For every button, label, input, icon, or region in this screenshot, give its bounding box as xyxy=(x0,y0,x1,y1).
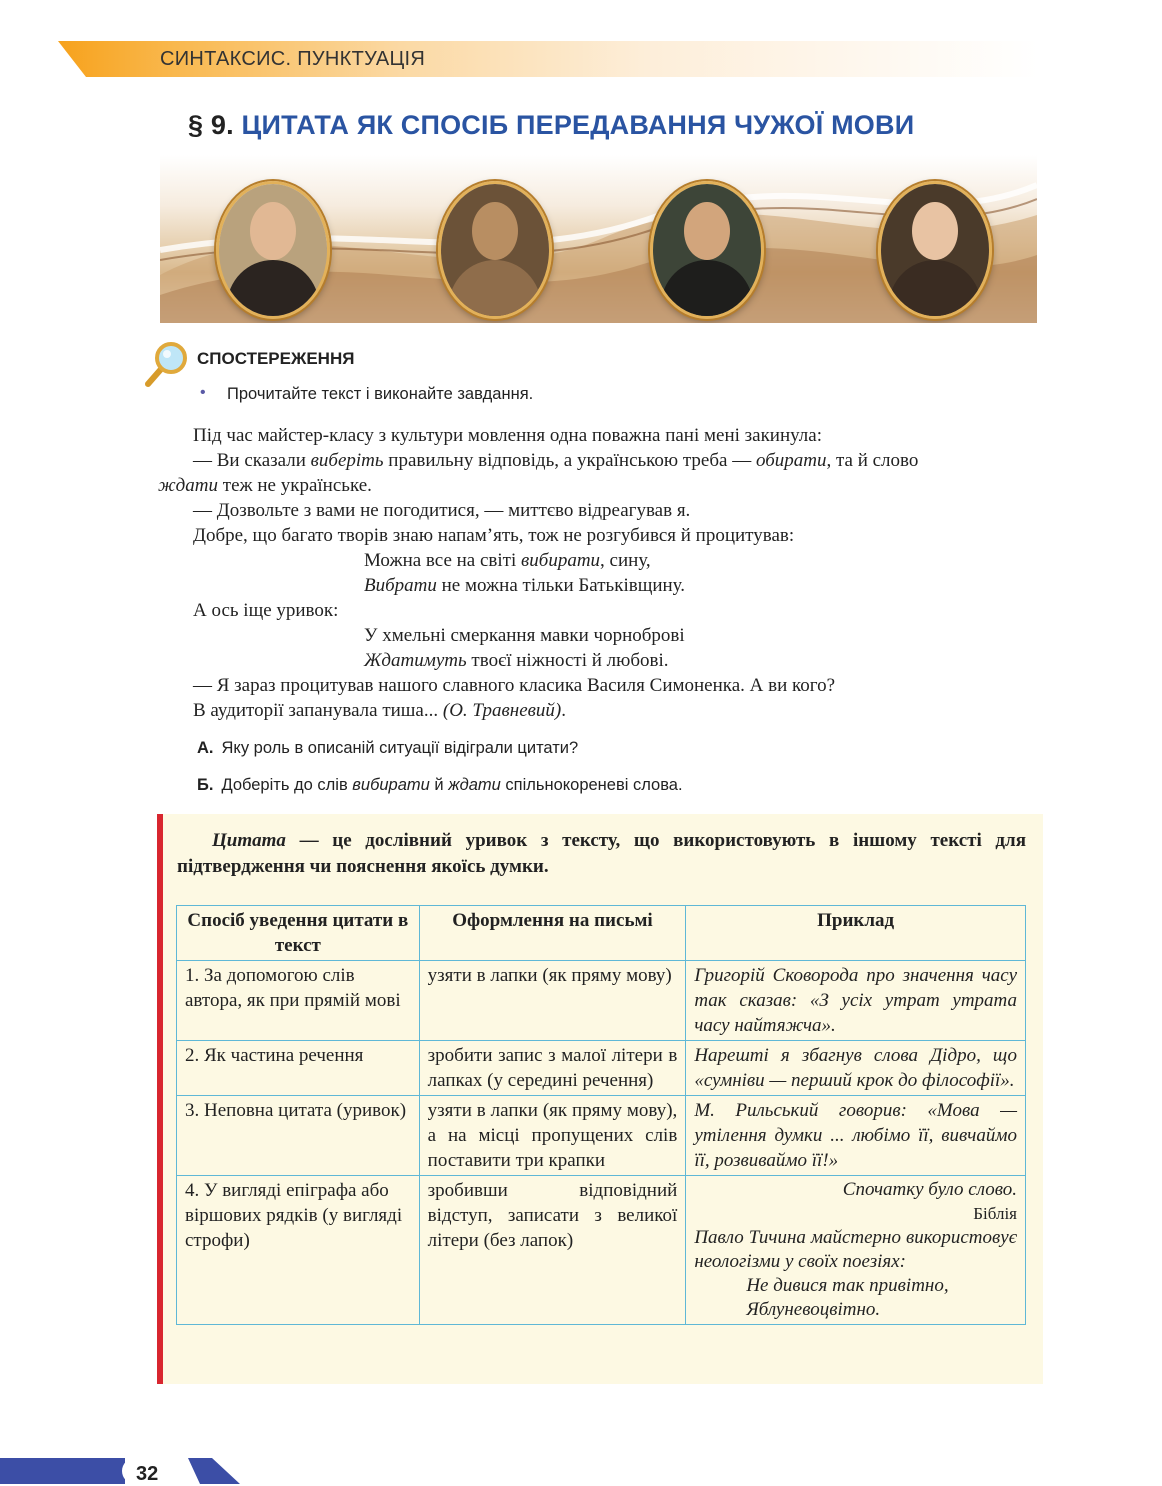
page-title xyxy=(188,110,914,141)
story-text xyxy=(158,423,1038,723)
verse-line: Яблуневоцвітно. xyxy=(746,1299,881,1320)
example-text: Павло Тичина майстерно використовує неологізми у своїх поезіях: xyxy=(694,1227,1017,1272)
table-row xyxy=(177,1096,1026,1176)
verse-line: У хмельні смеркання мавки чорноброві xyxy=(364,625,685,646)
table-cell-example: М. Рильський говорив: «Мова — утілення думки ... любімо її, вивчаймо її, розвиваймо її!» xyxy=(686,1096,1026,1176)
bullet-icon: • xyxy=(200,384,206,401)
paragraph-number: § 9. xyxy=(188,110,234,140)
title-text: ЦИТАТА ЯК СПОСІБ ПЕРЕДАВАННЯ ЧУЖОЇ МОВИ xyxy=(241,110,915,140)
page-number-bar xyxy=(0,1458,240,1484)
table-cell-way: 3. Неповна цитата (уривок) xyxy=(177,1096,420,1176)
portrait-4 xyxy=(878,181,992,319)
table-cell-form: зробити запис з малої літери в лапках (у середині речення) xyxy=(419,1041,686,1096)
portrait-2 xyxy=(438,181,552,319)
verse-line: Вибрати не можна тільки Батьківщину. xyxy=(364,575,686,596)
epigraph-source: Біблія xyxy=(973,1204,1017,1223)
table-cell-example: Григорій Сковорода про значення часу так сказав: «З усіх утрат утрата часу найтяжча». xyxy=(686,961,1026,1041)
definition-text: Цитата — це дослівний уривок з тексту, що використовують в іншому тексті для підтвердження чи пояснення якоїсь думки. xyxy=(177,830,1026,877)
quotation-table xyxy=(176,905,1026,1325)
observation-heading: СПОСТЕРЕЖЕННЯ xyxy=(197,349,355,368)
definition-term: Цитата xyxy=(212,830,286,851)
story-line: В аудиторії запанувала тиша... (О. Травневий). xyxy=(193,700,566,721)
table-header: Спосіб уведення цитати в текст xyxy=(177,906,420,961)
story-line: — Дозвольте з вами не погодитися, — миттєво відреагував я. xyxy=(193,500,691,521)
table-header-row xyxy=(177,906,1026,961)
verse-line: Ждатимуть твоєї ніжності й любові. xyxy=(364,650,669,671)
question-b: Б. Доберіть до слів вибирати й ждати спільнокореневі слова. xyxy=(197,776,683,794)
verse-line: Не дивися так привітно, xyxy=(746,1275,949,1296)
table-header: Оформлення на письмі xyxy=(419,906,686,961)
story-line: Добре, що багато творів знаю напам’ять, тож не розгубився й процитував: xyxy=(193,525,795,546)
observation-task: Прочитайте текст і виконайте завдання. xyxy=(227,385,534,403)
verse-line: Можна все на світі вибирати, сину, xyxy=(364,550,651,571)
table-row xyxy=(177,961,1026,1041)
portrait-3 xyxy=(650,181,764,319)
epigraph-line: Спочатку було слово. xyxy=(842,1179,1017,1200)
table-cell-form: зробивши відповідний відступ, записати з великої літери (без лапок) xyxy=(419,1176,686,1325)
table-cell-example: Нарешті я збагнув слова Дідро, що «сумніви — перший крок до філософії». xyxy=(686,1041,1026,1096)
table-header: Приклад xyxy=(686,906,1026,961)
table-cell-way: 2. Як частина речення xyxy=(177,1041,420,1096)
story-line: — Я зараз процитував нашого славного класика Василя Симоненка. А ви кого? xyxy=(193,675,836,696)
table-row xyxy=(177,1041,1026,1096)
story-line: Під час майстер-класу з культури мовлення одна поважна пані мені закинула: xyxy=(193,425,823,446)
story-line: ждати теж не українське. xyxy=(158,475,372,496)
table-cell-way: 4. У вигляді епіграфа або віршових рядків (у вигляді строфи) xyxy=(177,1176,420,1325)
story-line: — Ви сказали виберіть правильну відповідь, а українською треба — обирати, та й слово xyxy=(193,450,919,471)
magnifier-icon xyxy=(140,340,190,390)
table-cell-form: узяти в лапки (як пряму мову), а на місці пропущених слів поставити три крапки xyxy=(419,1096,686,1176)
story-line: А ось іще уривок: xyxy=(193,600,339,621)
portraits-banner xyxy=(160,155,1037,323)
table-cell-example xyxy=(686,1176,1026,1325)
question-a: А. Яку роль в описаній ситуації відіграли цитати? xyxy=(197,739,579,757)
table-cell-form: узяти в лапки (як пряму мову) xyxy=(419,961,686,1041)
table-row xyxy=(177,1176,1026,1325)
section-header-label: СИНТАКСИС. ПУНКТУАЦІЯ xyxy=(160,48,426,70)
table-cell-way: 1. За допомогою слів автора, як при прямій мові xyxy=(177,961,420,1041)
portrait-1 xyxy=(216,181,330,319)
page-number: 32 xyxy=(136,1463,159,1485)
